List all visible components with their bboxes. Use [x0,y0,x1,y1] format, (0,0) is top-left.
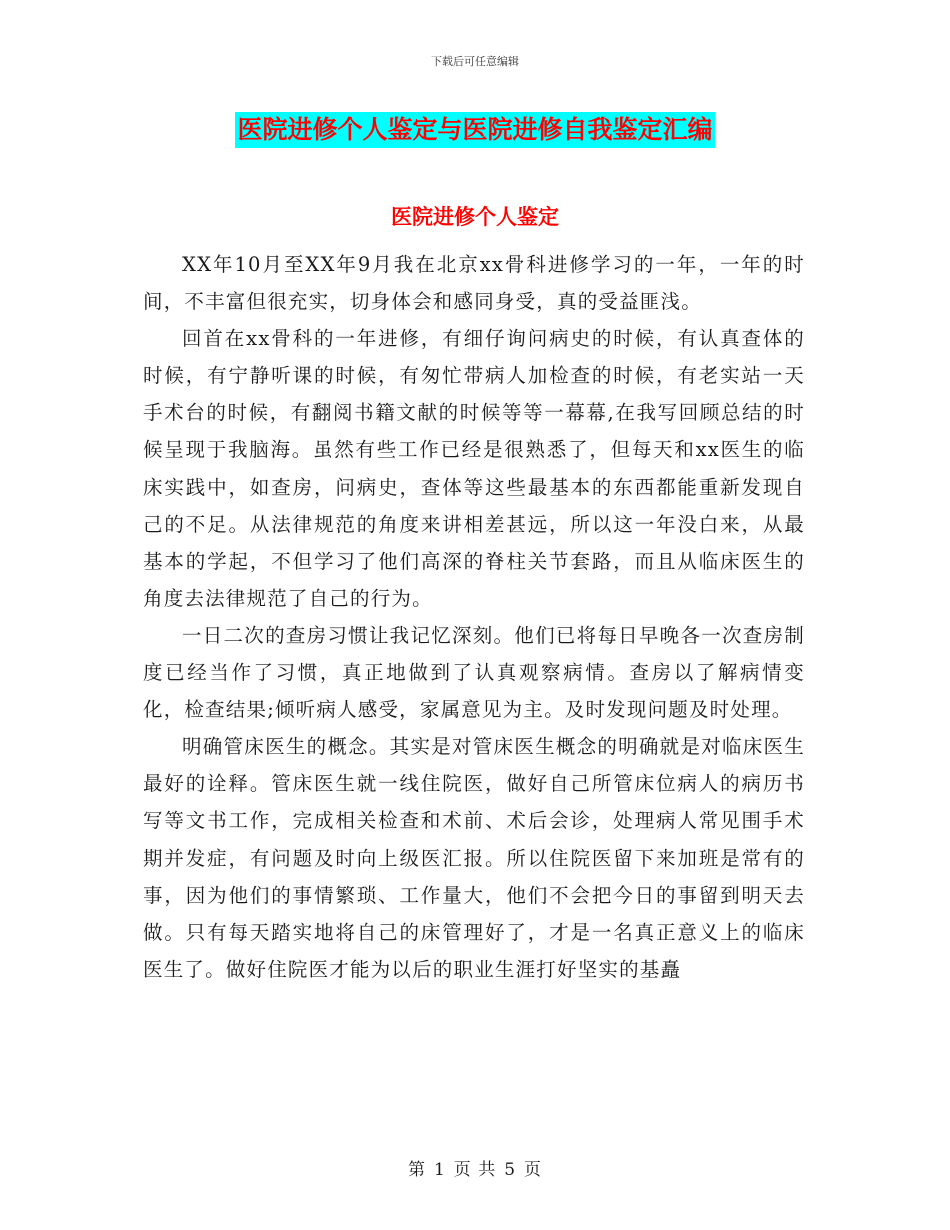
page-number: 1 [433,1160,446,1180]
paragraph: 明确管床医生的概念。其实是对管床医生概念的明确就是对临床医生最好的诠释。管床医生就一线住院医，做好自己所管床位病人的病历书写等文书工作，完成相关检查和术前、术后会诊，处理病人常见围手术期并发症，有问题及时向上级医汇报。所以住院医留下来加班是常有的事，因为他们的事情繁琐、工作量大，他们不会把今日的事留到明天去做。只有每天踏实地将自己的床管理好了，才是一名真正意义上的临床医生了。做好住院医才能为以后的职业生涯打好坚实的基矗 [143,735,805,981]
footer-suffix: 页 [524,1160,543,1180]
document-title-container [0,112,950,148]
paragraph: 回首在xx骨科的一年进修，有细仔询问病史的时候，有认真查体的时候，有宁静听课的时候，有匆忙带病人加检查的时候，有老实站一天手术台的时候，有翻阅书籍文献的时候等等一幕幕,在我写回顾总结的时候呈现于我脑海。虽然有些工作已经是很熟悉了，但每天和xx医生的临床实践中，如查房，问病史，查体等这些最基本的东西都能重新发现自己的不足。从法律规范的角度来讲相差甚远，所以这一年没白来，从最基本的学起，不但学习了他们高深的脊柱关节套路，而且从临床医生的角度去法律规范了自己的行为。 [143,327,805,610]
section-title: 医院进修个人鉴定 [391,204,559,229]
footer-prefix: 第 [407,1160,426,1180]
document-body [143,246,805,988]
header-note: 下载后可任意编辑 [431,55,519,68]
paragraph: XX年10月至XX年9月我在北京xx骨科进修学习的一年，一年的时间，不丰富但很充实，切身体会和感同身受，真的受益匪浅。 [143,253,805,314]
paragraph: 一日二次的查房习惯让我记忆深刻。他们已将每日早晚各一次查房制度已经当作了习惯，真正地做到了认真观察病情。查房以了解病情变化，检查结果;倾听病人感受，家属意见为主。及时发现问题及时处理。 [143,623,805,722]
footer-middle: 页 共 [453,1160,497,1180]
document-title: 医院进修个人鉴定与医院进修自我鉴定汇编 [235,112,714,148]
total-pages: 5 [504,1160,517,1180]
page-footer [0,1155,950,1180]
